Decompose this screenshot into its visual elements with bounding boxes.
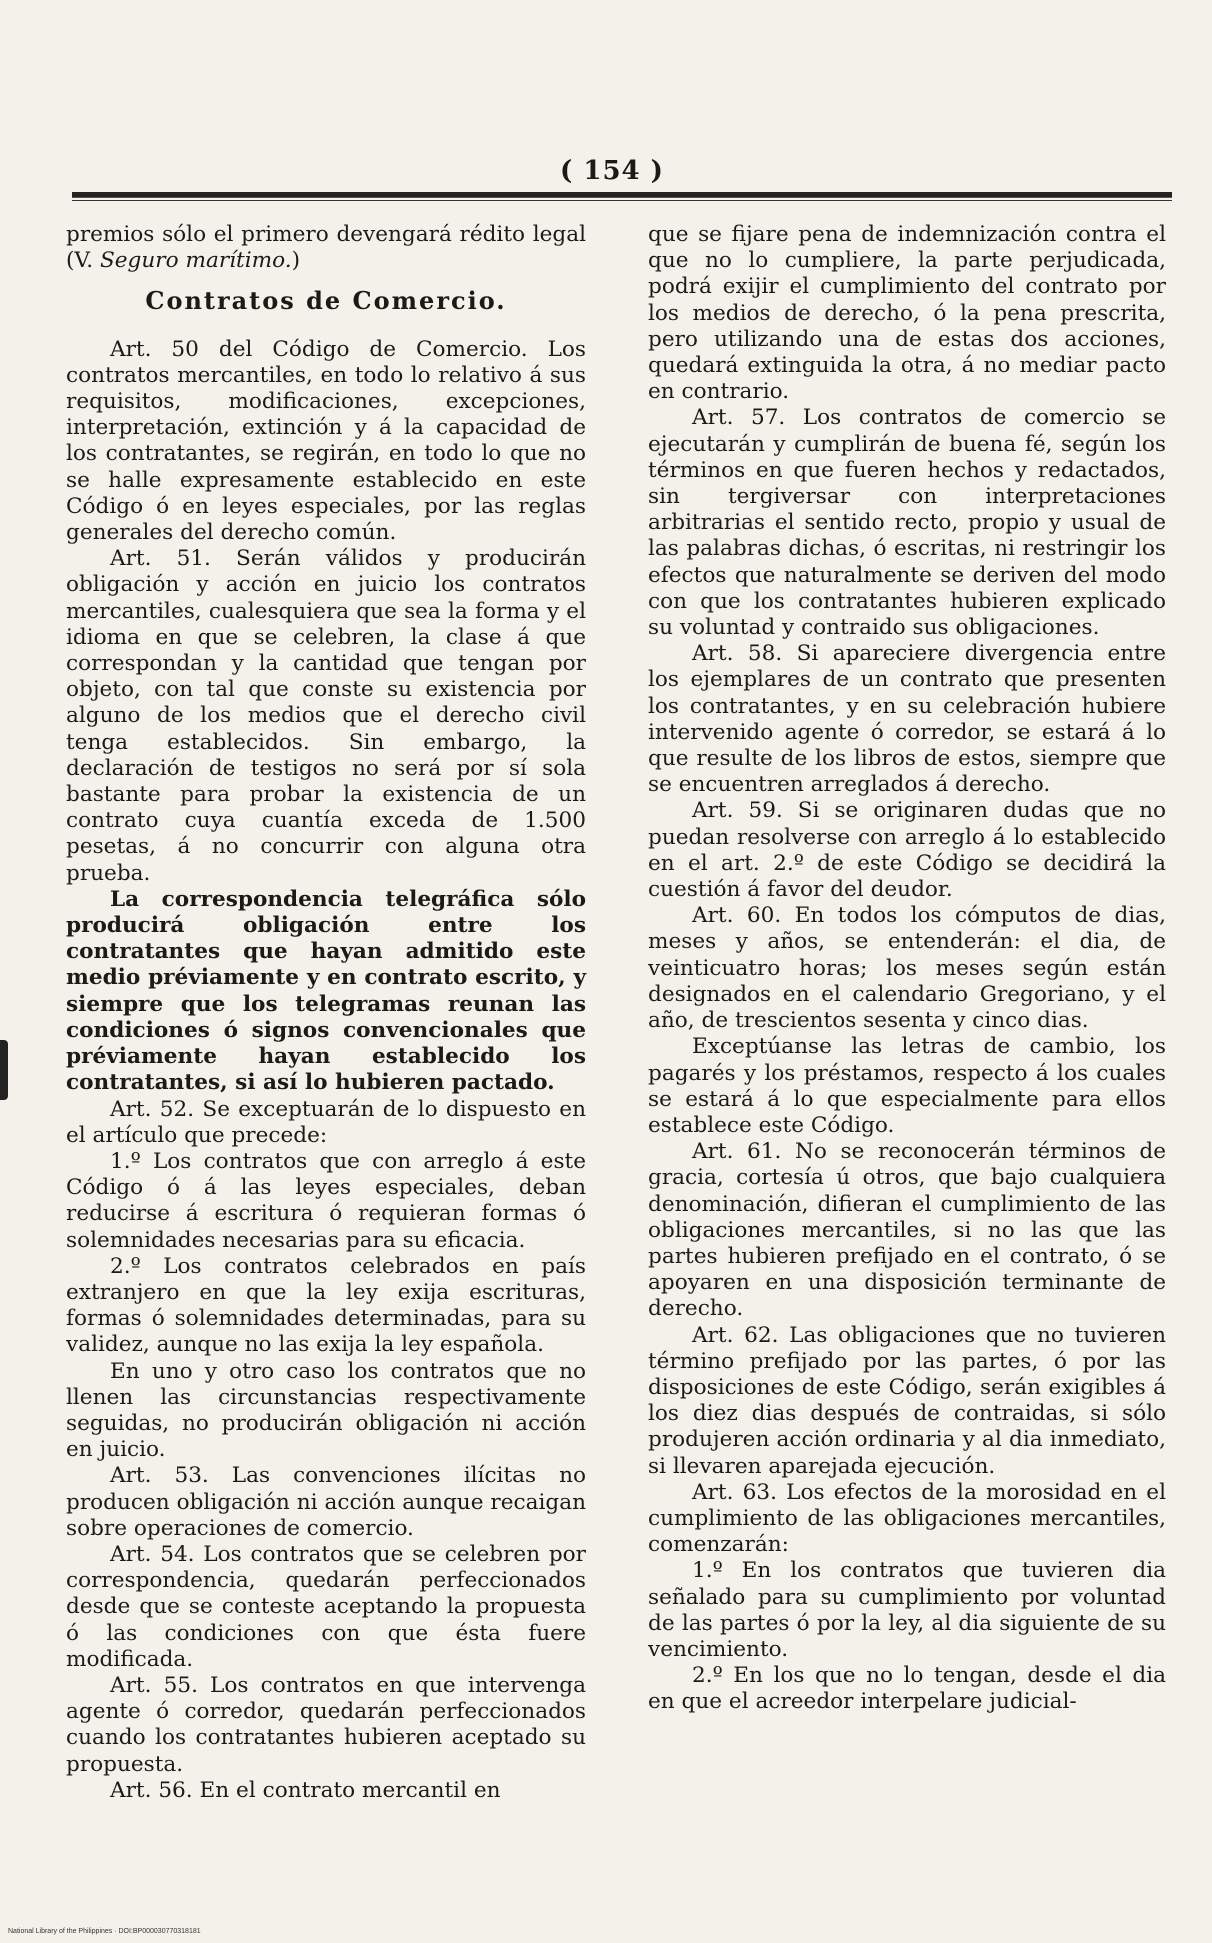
right-column [648, 222, 1166, 1716]
article-62: Art. 62. Las obligaciones que no tuvieren término prefijado por las partes, ó por las disposiciones de este Código, serán exigibles á los diez dias después de contraidas, si sólo produjeren acción ordinaria y al dia inmediato, si llevaren aparejada ejecución. [648, 1322, 1166, 1479]
article-51: Art. 51. Serán válidos y producirán obligación y acción en juicio los contratos mercantiles, cualesquiera que sea la forma y el idioma en que se celebren, la clase á que correspondan y la cantidad que tengan por objeto, con tal que conste su existencia por alguno de los medios que el derecho civil tenga establecidos. Sin embargo, la declaración de testigos no será por sí sola bastante para probar la existencia de un contrato cuya cuantía exceda de 1.500 pesetas, á no concurrir con alguna otra prueba. [66, 546, 586, 886]
header-rule-thin [72, 200, 1172, 201]
paragraph: En uno y otro caso los contratos que no llenen las circunstancias respectivamente seguidas, no producirán obligación ni acción en juicio. [66, 1358, 586, 1463]
paragraph: Exceptúanse las letras de cambio, los pagarés y los préstamos, respecto á los cuales se estará á lo que especialmente para ellos establece este Código. [648, 1034, 1166, 1138]
paragraph: premios sólo el primero devengará rédito legal (V. Seguro marítimo.) [66, 222, 586, 274]
article-58: Art. 58. Si apareciere divergencia entre los ejemplares de un contrato que presenten los contratantes, y en su celebración hubiere intervenido agente ó corredor, se estará á lo que resulte de los libros de estos, siempre que se encuentren arreglados á derecho. [648, 641, 1166, 798]
paragraph: 1.º En los contratos que tuvieren dia señalado para su cumplimiento por voluntad de las partes ó por la ley, al dia siguiente de su vencimiento. [648, 1558, 1166, 1662]
paragraph: 1.º Los contratos que con arreglo á este Código ó á las leyes especiales, deban reducirse á escritura ó requieran formas ó solemnidades necesarias para su eficacia. [66, 1148, 586, 1253]
binding-smudge [0, 1040, 8, 1100]
paragraph: que se fijare pena de indemnización contra el que no lo cumpliere, la parte perjudicada, podrá exijir el cumplimiento del contrato por los medios de derecho, ó la pena prescrita, pero utilizando una de estas dos acciones, quedará extinguida la otra, á no mediar pacto en contrario. [648, 222, 1166, 405]
article-57: Art. 57. Los contratos de comercio se ejecutarán y cumplirán de buena fé, según los términos en que fueren hechos y redactados, sin tergiversar con interpretaciones arbitrarias el sentido recto, propio y usual de las palabras dichas, ó escritas, ni restringir los efectos que naturalmente se deriven del modo con que los contratantes hubieren explicado su voluntad y contraido sus obligaciones. [648, 405, 1166, 641]
article-55: Art. 55. Los contratos en que intervenga agente ó corredor, quedarán perfeccionados cuando los contratantes hubieren aceptado su propuesta. [66, 1672, 586, 1777]
footer-credit: National Library of the Philippines · DOI:BP000030770318181 [8, 1928, 201, 1935]
page-number: ( 154 ) [560, 156, 664, 186]
left-column [66, 222, 586, 1804]
article-63: Art. 63. Los efectos de la morosidad en el cumplimiento de las obligaciones mercantiles, comenzarán: [648, 1479, 1166, 1558]
section-title: Contratos de Comercio. [145, 286, 507, 316]
article-56: Art. 56. En el contrato mercantil en [110, 1777, 501, 1803]
paragraph: La correspondencia telegráfica sólo producirá obligación entre los contratantes que hayan admitido este medio préviamente y en contrato escrito, y siempre que los telegramas reunan las condiciones ó signos convencionales que préviamente hayan establecido los contratantes, si así lo hubieren pactado. [66, 886, 586, 1096]
article-59: Art. 59. Si se originaren dudas que no puedan resolverse con arreglo á lo establecido en el art. 2.º de este Código se decidirá la cuestión á favor del deudor. [648, 798, 1166, 903]
article-54: Art. 54. Los contratos que se celebren por correspondencia, quedarán perfeccionados desde que se conteste aceptando la propuesta ó las condiciones con que ésta fuere modificada. [66, 1541, 586, 1672]
header-rule [72, 192, 1172, 198]
article-61: Art. 61. No se reconocerán términos de gracia, cortesía ú otros, que bajo cualquiera denominación, difieran el cumplimiento de las obligaciones mercantiles, si no las que las partes hubieren prefijado en el contrato, ó se apoyaren en una disposición terminante de derecho. [648, 1139, 1166, 1322]
article-60: Art. 60. En todos los cómputos de dias, meses y años, se entenderán: el dia, de veinticuatro horas; los meses según están designados en el calendario Gregoriano, y el año, de trescientos sesenta y cinco dias. [648, 903, 1166, 1034]
paragraph: 2.º Los contratos celebrados en país extranjero en que la ley exija escrituras, formas ó solemnidades determinadas, para su validez, aunque no las exija la ley española. [66, 1253, 586, 1358]
article-50: Art. 50 del Código de Comercio. Los contratos mercantiles, en todo lo relativo á sus requisitos, modificaciones, excepciones, interpretación, extinción y á la capacidad de los contratantes, se regirán, en todo lo que no se halle expresamente establecido en este Código ó en leyes especiales, por las reglas generales del derecho común. [66, 336, 586, 546]
article-52: Art. 52. Se exceptuarán de lo dispuesto en el artículo que precede: [66, 1096, 586, 1148]
article-53: Art. 53. Las convenciones ilícitas no producen obligación ni acción aunque recaigan sobre operaciones de comercio. [66, 1463, 586, 1541]
paragraph: 2.º En los que no lo tengan, desde el dia en que el acreedor interpelare judicial- [648, 1663, 1166, 1715]
